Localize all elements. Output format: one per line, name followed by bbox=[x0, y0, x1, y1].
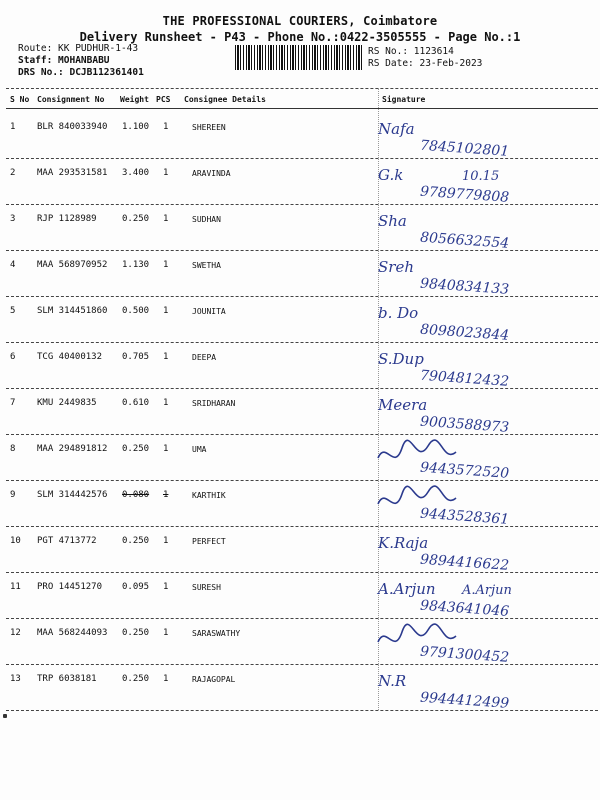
header-rule-bottom bbox=[6, 108, 598, 109]
column-header-weight: Weight bbox=[120, 95, 149, 104]
company-title: THE PROFESSIONAL COURIERS, Coimbatore bbox=[162, 14, 438, 28]
weight-value: 1.100 bbox=[122, 122, 150, 132]
handwritten-signature bbox=[372, 438, 592, 484]
consignment-number: SLM 314451860 bbox=[37, 306, 108, 316]
signature-phone: 7904812432 bbox=[419, 367, 510, 390]
weight-value: 0.250 bbox=[122, 536, 150, 546]
row-divider bbox=[6, 296, 598, 297]
consignment-number: TRP 6038181 bbox=[37, 674, 97, 684]
row-serial-number: 7 bbox=[10, 398, 16, 408]
row-divider bbox=[6, 388, 598, 389]
handwritten-signature bbox=[372, 484, 592, 530]
consignment-number: RJP 1128989 bbox=[37, 214, 97, 224]
row-divider bbox=[6, 618, 598, 619]
handwritten-signature bbox=[372, 622, 592, 668]
signature-phone: 7845102801 bbox=[419, 137, 510, 160]
signature-scribble bbox=[378, 486, 456, 504]
row-divider bbox=[6, 204, 598, 205]
row-serial-number: 10 bbox=[10, 536, 21, 546]
signature-phone: 8098023844 bbox=[419, 321, 510, 344]
handwritten-signature bbox=[372, 162, 592, 208]
signature-phone: 9944412499 bbox=[419, 689, 510, 712]
signature-phone: 9443528361 bbox=[419, 505, 510, 528]
pcs-value: 1 bbox=[163, 260, 169, 270]
consignee-name: SURESH bbox=[192, 583, 221, 592]
weight-value: 0.250 bbox=[122, 674, 150, 684]
consignment-number: KMU 2449835 bbox=[37, 398, 97, 408]
handwritten-signature bbox=[372, 576, 592, 622]
signature-phone: 9443572520 bbox=[419, 459, 510, 482]
consignee-name: SUDHAN bbox=[192, 215, 221, 224]
consignee-name: RAJAGOPAL bbox=[192, 675, 236, 684]
weight-value: 0.250 bbox=[122, 214, 150, 224]
row-serial-number: 6 bbox=[10, 352, 16, 362]
row-serial-number: 9 bbox=[10, 490, 16, 500]
row-divider bbox=[6, 434, 598, 435]
consignee-name: ARAVINDA bbox=[192, 169, 231, 178]
signature-phone: 9840834133 bbox=[419, 275, 510, 298]
barcode bbox=[235, 45, 363, 70]
pcs-value: 1 bbox=[163, 306, 169, 316]
pcs-value: 1 bbox=[163, 490, 169, 500]
handwritten-signature bbox=[372, 530, 592, 576]
weight-value: 0.250 bbox=[122, 444, 150, 454]
consignee-name: KARTHIK bbox=[192, 491, 226, 500]
pcs-value: 1 bbox=[163, 536, 169, 546]
row-divider bbox=[6, 572, 598, 573]
row-divider bbox=[6, 710, 598, 711]
weight-value: 3.400 bbox=[122, 168, 150, 178]
row-divider bbox=[6, 342, 598, 343]
route-label: Route: KK PUDHUR-1-43 bbox=[18, 43, 139, 54]
consignee-name: SHEREEN bbox=[192, 123, 226, 132]
signature-name: A.Arjun bbox=[378, 580, 436, 598]
rs-number: RS No.: 1123614 bbox=[368, 46, 454, 57]
row-divider bbox=[6, 664, 598, 665]
consignee-name: PERFECT bbox=[192, 537, 226, 546]
weight-value: 0.250 bbox=[122, 628, 150, 638]
pcs-value: 1 bbox=[163, 628, 169, 638]
consignee-name: SWETHA bbox=[192, 261, 221, 270]
signature-name: b. Do bbox=[378, 304, 419, 322]
row-divider bbox=[6, 526, 598, 527]
signature-name: N.R bbox=[378, 672, 407, 690]
consignee-name: SARASWATHY bbox=[192, 629, 241, 638]
weight-value: 0.610 bbox=[122, 398, 150, 408]
row-serial-number: 2 bbox=[10, 168, 16, 178]
weight-value: 0.095 bbox=[122, 582, 150, 592]
consignment-number: MAA 568244093 bbox=[37, 628, 108, 638]
consignee-name: DEEPA bbox=[192, 353, 217, 362]
signature-name: Sreh bbox=[378, 258, 414, 276]
consignment-number: PRO 14451270 bbox=[37, 582, 103, 592]
consignment-number: BLR 840033940 bbox=[37, 122, 108, 132]
pcs-value: 1 bbox=[163, 168, 169, 178]
signature-name: Nafa bbox=[378, 120, 415, 138]
column-header-pcs: PCS bbox=[156, 95, 171, 104]
signature-phone: 9894416622 bbox=[419, 551, 510, 574]
row-divider bbox=[6, 250, 598, 251]
signature-name: S.Dup bbox=[378, 350, 424, 368]
runsheet-subtitle: Delivery Runsheet - P43 - Phone No.:0422-3505555 - Page No.:1 bbox=[79, 30, 521, 44]
consignment-number: PGT 4713772 bbox=[37, 536, 97, 546]
weight-value: 1.130 bbox=[122, 260, 150, 270]
pcs-value: 1 bbox=[163, 398, 169, 408]
signature-name: Meera bbox=[378, 396, 428, 414]
row-serial-number: 4 bbox=[10, 260, 16, 270]
consignment-number: TCG 40400132 bbox=[37, 352, 103, 362]
row-serial-number: 1 bbox=[10, 122, 16, 132]
row-divider bbox=[6, 158, 598, 159]
weight-value: 0.705 bbox=[122, 352, 150, 362]
consignee-name: SRIDHARAN bbox=[192, 399, 236, 408]
signature-phone: 8056632554 bbox=[419, 229, 510, 252]
pcs-value: 1 bbox=[163, 582, 169, 592]
rs-date: RS Date: 23-Feb-2023 bbox=[368, 58, 483, 69]
handwritten-signature bbox=[372, 300, 592, 346]
pcs-value: 1 bbox=[163, 122, 169, 132]
consignment-number: MAA 293531581 bbox=[37, 168, 108, 178]
consignee-name: JOUNITA bbox=[192, 307, 226, 316]
weight-value: 0.500 bbox=[122, 306, 150, 316]
column-header-consignment: Consignment No bbox=[37, 95, 105, 104]
signature-name: G.k bbox=[378, 166, 404, 184]
consignment-number: MAA 568970952 bbox=[37, 260, 108, 270]
signature-name: Sha bbox=[378, 212, 407, 230]
column-header-signature: Signature bbox=[382, 95, 426, 104]
punch-mark bbox=[3, 714, 7, 718]
signature-note: 10.15 bbox=[462, 169, 500, 184]
handwritten-signature bbox=[372, 668, 592, 714]
consignee-name: UMA bbox=[192, 445, 207, 454]
drs-number: DRS No.: DCJB112361401 bbox=[18, 67, 144, 78]
handwritten-signature bbox=[372, 392, 592, 438]
consignment-number: SLM 314442576 bbox=[37, 490, 108, 500]
header-rule-top bbox=[6, 88, 598, 89]
row-divider bbox=[6, 480, 598, 481]
row-serial-number: 3 bbox=[10, 214, 16, 224]
row-serial-number: 11 bbox=[10, 582, 21, 592]
signature-phone: 9003588973 bbox=[419, 413, 510, 436]
row-serial-number: 5 bbox=[10, 306, 16, 316]
signature-note: A.Arjun bbox=[462, 583, 512, 598]
signature-scribble bbox=[378, 440, 456, 458]
signature-scribble bbox=[378, 624, 456, 642]
signature-phone: 9789779808 bbox=[419, 183, 510, 206]
pcs-value: 1 bbox=[163, 674, 169, 684]
handwritten-signature bbox=[372, 116, 592, 162]
weight-value: 0.080 bbox=[122, 490, 150, 500]
pcs-value: 1 bbox=[163, 214, 169, 224]
row-serial-number: 12 bbox=[10, 628, 21, 638]
signature-phone: 9791300452 bbox=[419, 643, 510, 666]
row-serial-number: 13 bbox=[10, 674, 21, 684]
signature-phone: 9843641046 bbox=[419, 597, 510, 620]
staff-label: Staff: MOHANBABU bbox=[18, 55, 110, 66]
pcs-value: 1 bbox=[163, 444, 169, 454]
pcs-value: 1 bbox=[163, 352, 169, 362]
signature-name: K.Raja bbox=[378, 534, 429, 552]
column-header-sno: S No bbox=[10, 95, 30, 104]
handwritten-signature bbox=[372, 254, 592, 300]
row-serial-number: 8 bbox=[10, 444, 16, 454]
handwritten-signature bbox=[372, 346, 592, 392]
consignment-number: MAA 294891812 bbox=[37, 444, 108, 454]
handwritten-signature bbox=[372, 208, 592, 254]
column-header-consignee: Consignee Details bbox=[184, 95, 266, 104]
